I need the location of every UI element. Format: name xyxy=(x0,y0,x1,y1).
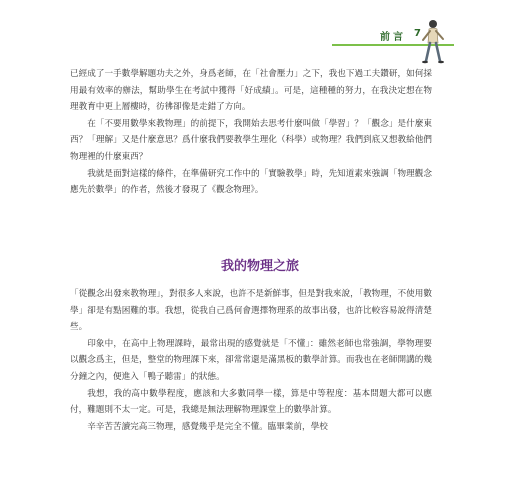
paragraph: 「從觀念出發來教物理」，對很多人來說，也許不是新鮮事，但是對我來說，「教物理，不使用數學」卻是有點困難的事。我想，從我自己爲何會選擇物理系的故事出發，也許比較容易說得清楚些。 xyxy=(70,289,432,333)
journey-text-block xyxy=(70,286,432,435)
page-number: 7 xyxy=(414,28,421,39)
paragraph: 已經成了一手數學解題功夫之外，身爲老師，在「社會壓力」之下，我也下過工夫鑽研，如何採用最有效率的辦法，幫助學生在考試中獲得「好成績」。可是，這種種的努力，在我決定想在物理教育中更上層樓時，彷彿卻像是走錯了方向。 xyxy=(70,69,432,113)
intro-text-block xyxy=(70,66,432,199)
section-heading: 我的物理之旅 xyxy=(220,259,299,274)
running-header-title: 前言 xyxy=(380,32,406,43)
walking-figure-icon xyxy=(418,18,448,64)
paragraph: 我就是面對這樣的條件，在準備研究工作中的「實驗教學」時，先知道素來強調「物理觀念應先於數學」的作者，然後才發現了《觀念物理》。 xyxy=(70,168,432,196)
paragraph: 印象中，在高中上物理課時，最常出現的感覺就是「不懂」：雖然老師也常強調，學物理要以觀念爲主，但是，整堂的物理課下來，卻常常還是滿黑板的數學計算。而我也在老師開講的幾分鐘之內，便進入「鴨子聽雷」的狀態。 xyxy=(70,338,432,382)
paragraph: 我想，我的高中數學程度，應該和大多數同學一樣，算是中等程度：基本問題大都可以應付，難題則不太一定。可是，我總是無法理解物理課堂上的數學計算。 xyxy=(70,388,432,416)
paragraph: 辛辛苦苦讀完高三物理，感覺幾乎是完全不懂。臨畢業前，學校 xyxy=(87,421,328,432)
paragraph: 在「不要用數學來教物理」的前提下，我開始去思考什麼叫做「學習」？「觀念」是什麼東西？「理解」又是什麼意思？爲什麼我們要教學生理化（科學）或物理？我們到底又想教給他們物理裡的什麼東西？ xyxy=(70,118,432,162)
